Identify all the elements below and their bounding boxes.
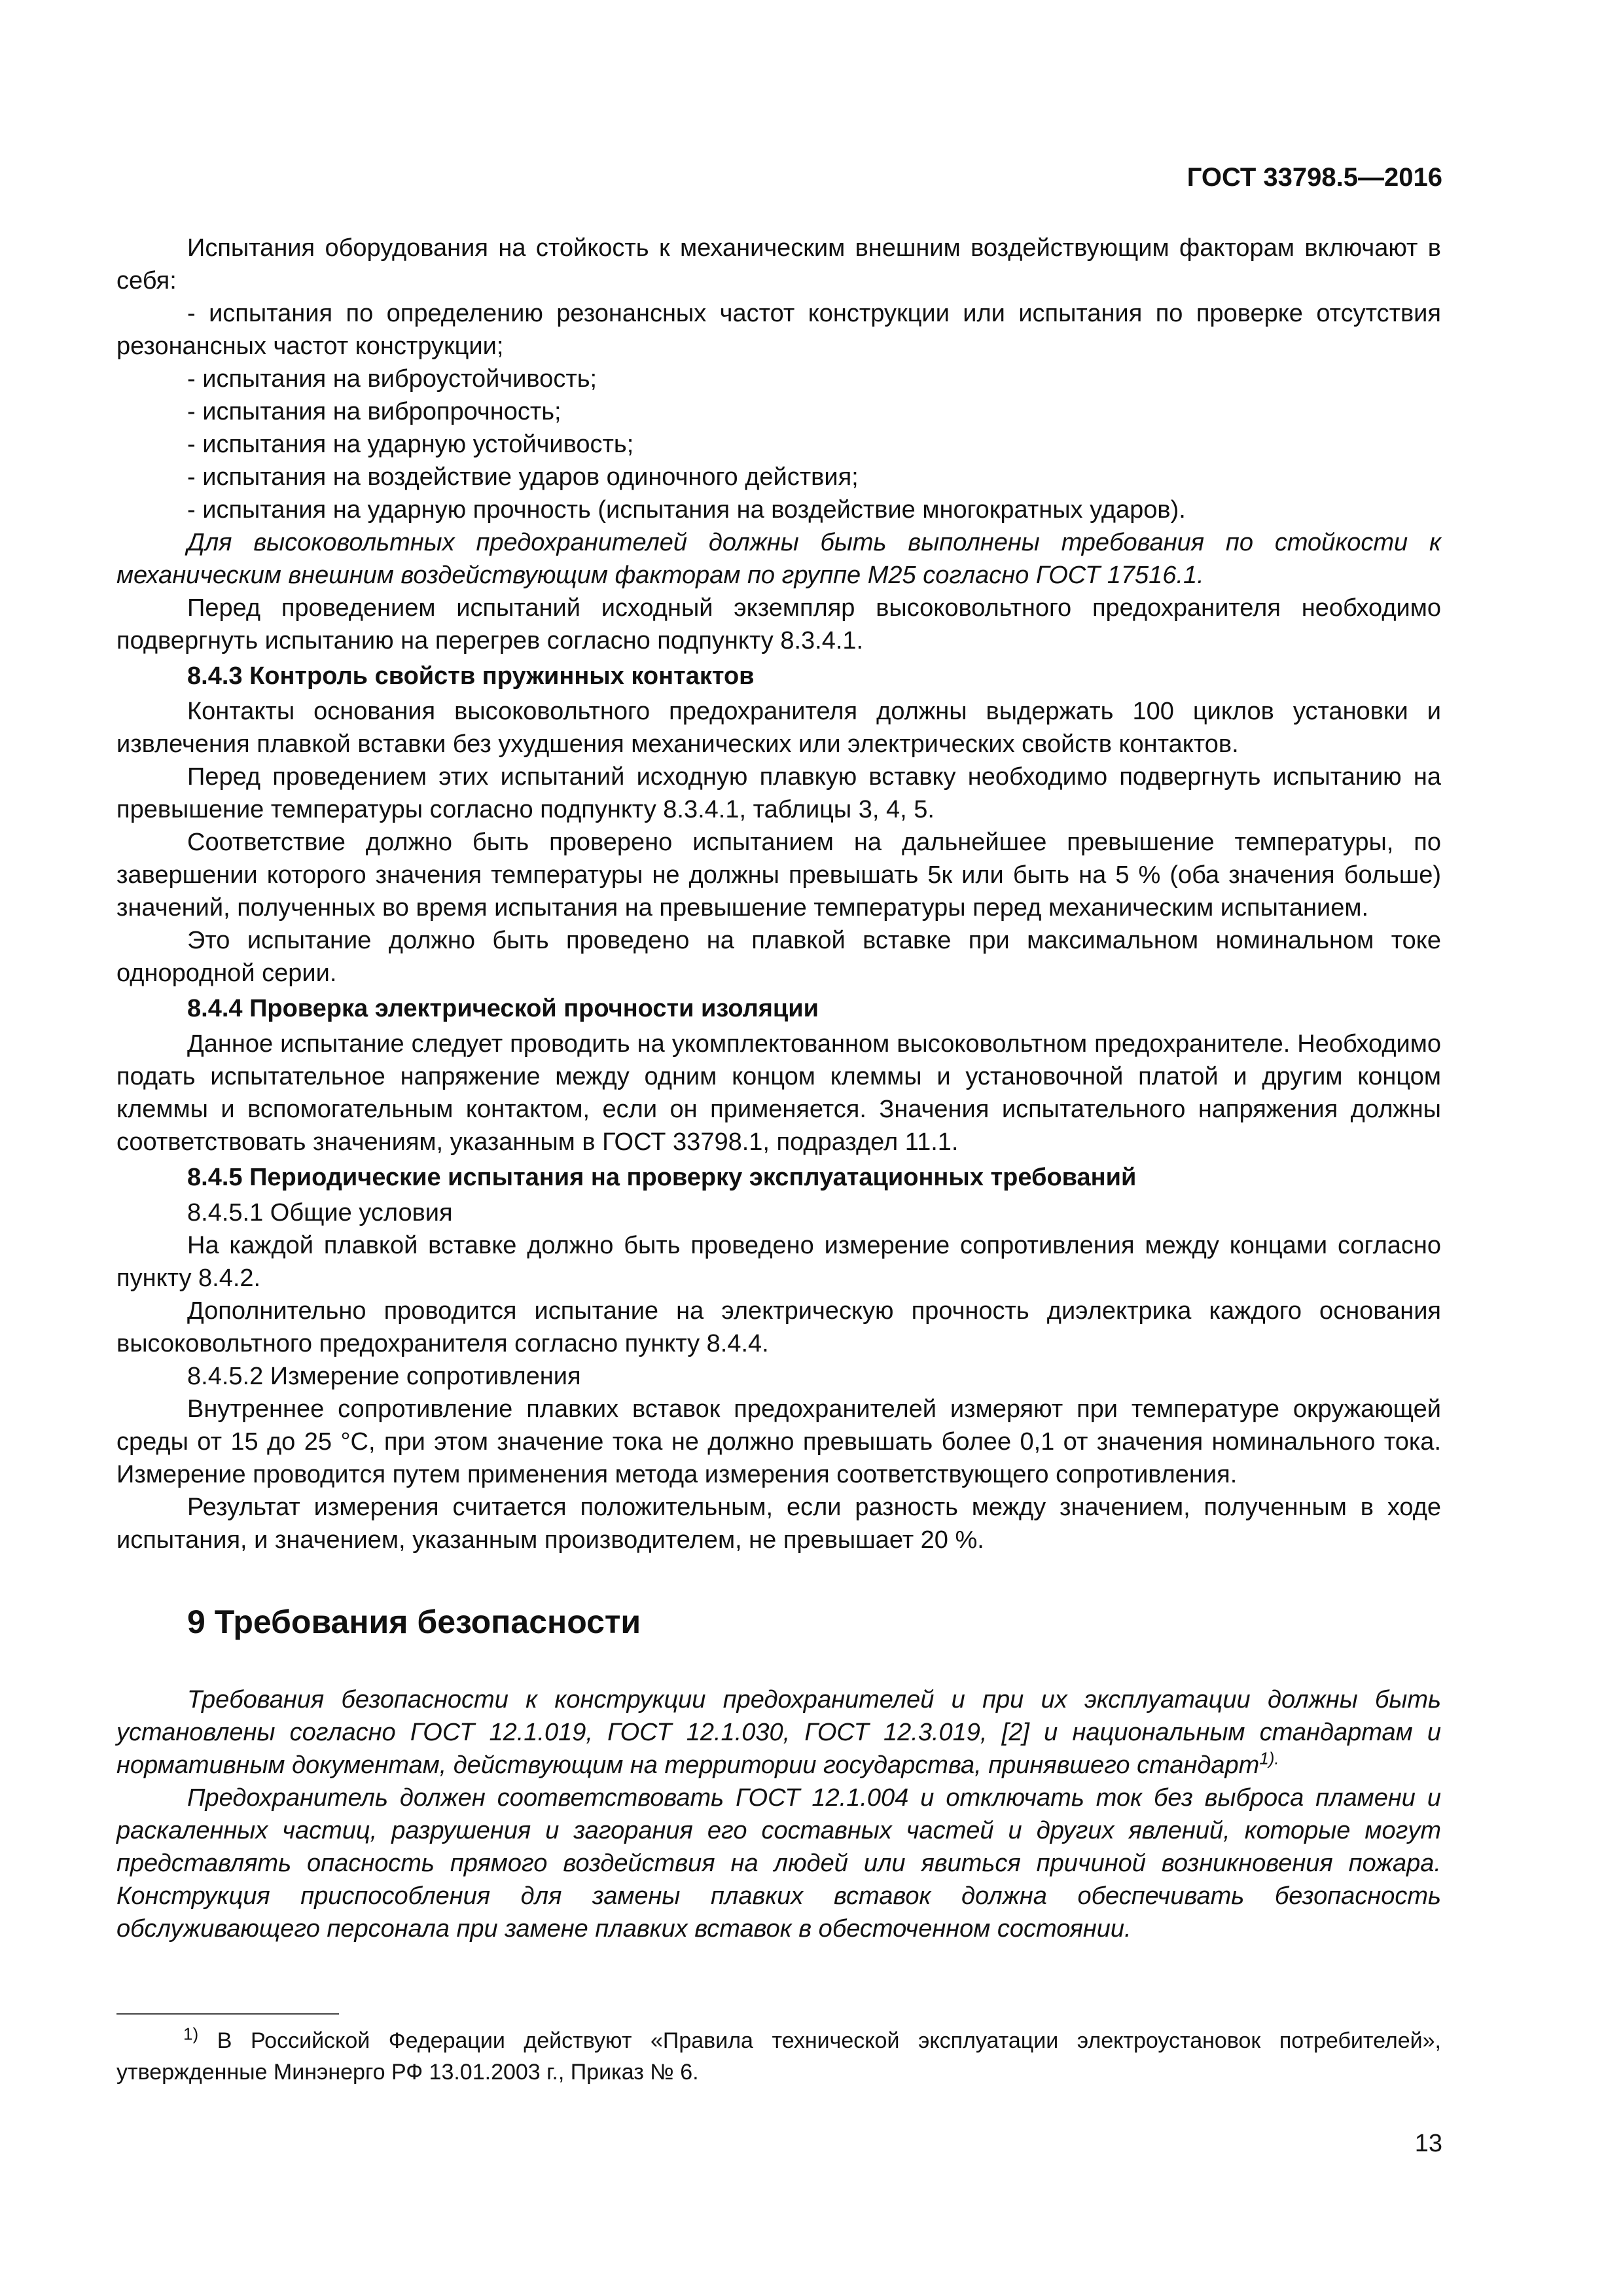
section-title-9: 9 Требования безопасности [187,1604,641,1640]
requirement-italic-paragraph: Для высоковольтных предохранителей должны быть выполнены требования по стойкости к механическим внешним воздействующим факторам по группе М25 согласно ГОСТ 17516.1. [116,529,1441,589]
paragraph: Соответствие должно быть проверено испытанием на дальнейшее превышение температуры, по завершении которого значения температуры не должны превышать 5к или быть на 5 % (оба значения больше) значений, полученных во время испытания на превышение температуры перед механическим испытанием. [116,829,1441,922]
list-item: - испытания на виброустойчивость; [187,365,597,393]
safety-paragraph-text: Требования безопасности к конструкции предохранителей и при их эксплуатации должны быть установлены согласно ГОСТ 12.1.019, ГОСТ 12.1.030, ГОСТ 12.3.019, [2] и национальным стандартам и нормативным документам, действующим на территории государства, принявшего стандарт [116,1686,1441,1779]
footnote-divider [116,2013,339,2015]
list-item: - испытания на ударную прочность (испытания на воздействие многократных ударов). [187,496,1186,524]
paragraph: Это испытание должно быть проведено на плавкой вставке при максимальном номинальном токе однородной серии. [116,927,1441,987]
paragraph: На каждой плавкой вставке должно быть проведено измерение сопротивления между концами согласно пункту 8.4.2. [116,1232,1441,1292]
footnote-marker: 1) [183,2024,199,2044]
list-item: - испытания на воздействие ударов одиночного действия; [187,463,859,491]
intro-paragraph: Испытания оборудования на стойкость к механическим внешним воздействующим факторам включают в себя: [116,234,1441,295]
safety-paragraph [116,1683,1441,1782]
subsection-title-8-4-4: 8.4.4 Проверка электрической прочности изоляции [187,995,819,1022]
main-content [116,232,1441,1945]
paragraph: Контакты основания высоковольтного предохранителя должны выдержать 100 циклов установки и извлечения плавкой вставки без ухудшения механических или электрических свойств контактов. [116,698,1441,758]
clause-title-8-4-5-1: 8.4.5.1 Общие условия [187,1199,453,1227]
safety-paragraph: Предохранитель должен соответствовать ГОСТ 12.1.004 и отключать ток без выброса пламени и раскаленных частиц, разрушения и загорания его составных частей и других явлений, которые могут представлять опасность прямого воздействия на людей или явиться причиной возникновения пожара. Конструкция приспособления для замены плавких вставок должна обеспечивать безопасность обслуживающего персонала при замене плавких вставок в обесточенном состоянии. [116,1784,1441,1943]
footnote [116,2025,1441,2088]
page-number: 13 [1414,2130,1442,2157]
list-item: - испытания на вибропрочность; [187,398,562,425]
subsection-title-8-4-3: 8.4.3 Контроль свойств пружинных контактов [187,662,755,690]
list-item: - испытания по определению резонансных частот конструкции или испытания по проверке отсутствия резонансных частот конструкции; [116,300,1441,360]
paragraph: Внутреннее сопротивление плавких вставок предохранителей измеряют при температуре окружающей среды от 15 до 25 °C, при этом значение тока не должно превышать более 0,1 от значения номинального тока. Измерение проводится путем применения метода измерения соответствующего сопротивления. [116,1395,1441,1488]
paragraph: Данное испытание следует проводить на укомплектованном высоковольтном предохранителе. Необходимо подать испытательное напряжение между одним концом клеммы и установочной платой и другим концом клеммы и вспомогательным контактом, если он применяется. Значения испытательного напряжения должны соответствовать значениям, указанным в ГОСТ 33798.1, подраздел 11.1. [116,1030,1441,1156]
standard-header: ГОСТ 33798.5—2016 [1186,163,1442,192]
list-item: - испытания на ударную устойчивость; [187,431,634,458]
paragraph: Перед проведением испытаний исходный экземпляр высоковольтного предохранителя необходимо подвергнуть испытанию на перегрев согласно подпункту 8.3.4.1. [116,594,1441,655]
paragraph: Результат измерения считается положительным, если разность между значением, полученным в ходе испытания, и значением, указанным производителем, не превышает 20 %. [116,1494,1441,1554]
paragraph: Дополнительно проводится испытание на электрическую прочность диэлектрика каждого основания высоковольтного предохранителя согласно пункту 8.4.4. [116,1297,1441,1357]
footnote-text: В Российской Федерации действуют «Правила технической эксплуатации электроустановок потребителей», утвержденные Минэнерго РФ 13.01.2003 г., Приказ № 6. [116,2028,1441,2085]
clause-title-8-4-5-2: 8.4.5.2 Измерение сопротивления [187,1363,581,1390]
footnote-reference[interactable]: 1). [1259,1748,1279,1768]
subsection-title-8-4-5: 8.4.5 Периодические испытания на проверку эксплуатационных требований [187,1164,1137,1191]
paragraph: Перед проведением этих испытаний исходную плавкую вставку необходимо подвергнуть испытанию на превышение температуры согласно подпункту 8.3.4.1, таблицы 3, 4, 5. [116,763,1441,823]
